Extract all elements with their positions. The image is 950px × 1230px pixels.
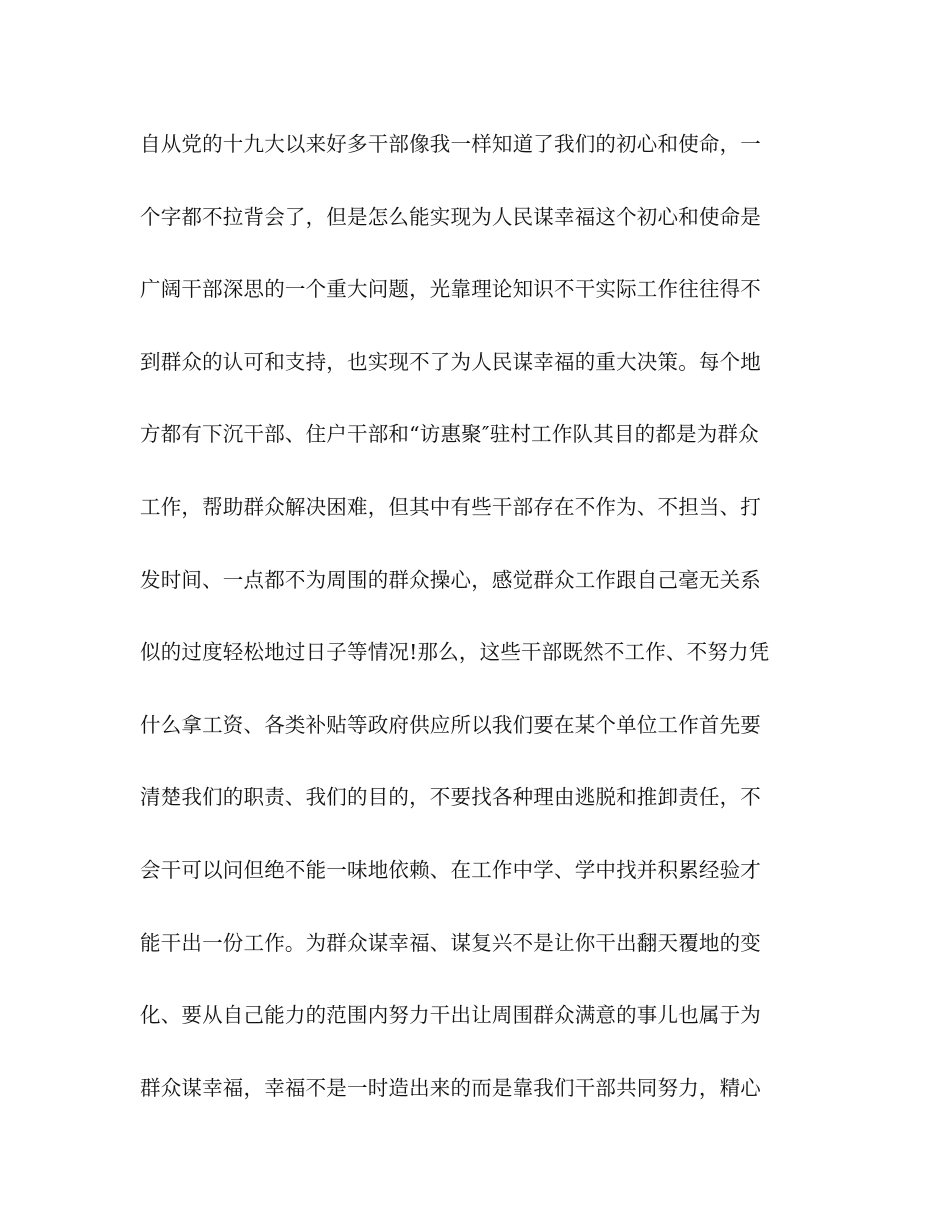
text-line: 似的过度轻松地过日子等情况!那么，这些干部既然不工作、不努力凭: [140, 640, 770, 665]
text-line: 能干出一份工作。为群众谋幸福、谋复兴不是让你干出翻天覆地的变: [140, 930, 761, 955]
text-line: 会干可以问但绝不能一味地依赖、在工作中学、学中找并积累经验才: [140, 857, 761, 882]
text-line: 什么拿工资、各类补贴等政府供应所以我们要在某个单位工作首先要: [140, 712, 761, 737]
text-line: 个字都不拉背会了，但是怎么能实现为人民谋幸福这个初心和使命是: [140, 204, 761, 229]
text-line: 化、要从自己能力的范围内努力干出让周围群众满意的事儿也属于为: [140, 1003, 761, 1028]
text-line: 自从党的十九大以来好多干部像我一样知道了我们的初心和使命，一: [140, 132, 761, 156]
text-line: 发时间、一点都不为周围的群众操心，感觉群众工作跟自己毫无关系: [140, 567, 761, 592]
text-line: 方都有下沉干部、住户干部和“访惠聚″驻村工作队其目的都是为群众: [140, 422, 759, 447]
text-line: 广阔干部深思的一个重大问题，光靠理论知识不干实际工作往往得不: [140, 277, 761, 302]
text-line: 到群众的认可和支持，也实现不了为人民谋幸福的重大决策。每个地: [140, 349, 761, 374]
text-line: 工作，帮助群众解决困难，但其中有些干部存在不作为、不担当、打: [140, 494, 761, 519]
body-text: [140, 124, 820, 1140]
text-line: 清楚我们的职责、我们的目的，不要找各种理由逃脱和推卸责任，不: [140, 785, 761, 810]
text-line: 群众谋幸福，幸福不是一时造出来的而是靠我们干部共同努力，精心: [140, 1075, 761, 1100]
